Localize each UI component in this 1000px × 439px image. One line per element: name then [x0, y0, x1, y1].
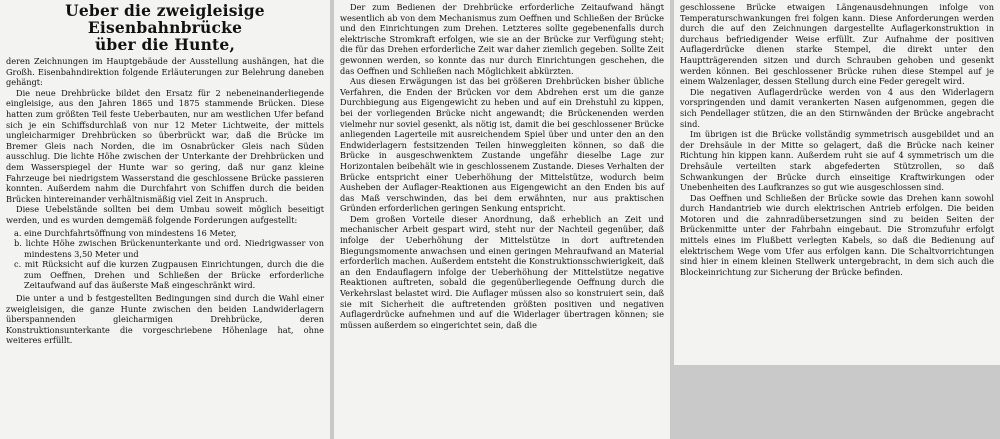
paragraph: Die negativen Auflagerdrücke werden von 4 aus den Widerlagern vorspringenden und damit verankerten Nasen aufgenommen, gegen die sich Pendellager stützen, die an den Stirnwänden der Brücke angebracht sind.: [680, 86, 994, 129]
paragraph: Das Oeffnen und Schließen der Brücke sowie das Drehen kann sowohl durch Handantrieb wie durch elektrischen Antrieb erfolgen. Die beiden Motoren und die zahnradübersetzungen sind zu beiden Seiten der Brückenmitte unter der Fahrbahn eingebaut. Die Stromzufuhr erfolgt mittels eines im Flußbett verlegten Kabels, so daß die Bedienung auf elektrischem Wege vom Ufer aus erfolgen kann. Die Schaltvorrichtungen sind hier in einem kleinen Stellwerk untergebracht, in dem sich auch die Blockeinrichtung zur Sicherung der Brücke befinden.: [680, 192, 994, 277]
column-3: [674, 0, 1000, 365]
heading-line-2: über die Hunte,: [94, 35, 236, 54]
paragraph: Diese Uebelstände sollten bei dem Umbau soweit möglich beseitigt werden, und es wurden demgemäß folgende Forderungen aufgestellt:: [6, 204, 324, 225]
paragraph: Im übrigen ist die Brücke vollständig symmetrisch ausgebildet und an der Drehsäule in der Mitte so gelagert, daß die Brücke nach keiner Richtung hin kippen kann. Außerdem ruht sie auf 4 symmetrisch um die Drehsäule verteilten stark abgefederten Stützrollen, so daß Schwankungen der Brücke durch einseitige Kraftwirkungen oder Unebenheiten des Laufkranzes so gut wie ausgeschlossen sind.: [680, 129, 994, 193]
paragraph: Aus diesen Erwägungen ist das bei größeren Drehbrücken bisher übliche Verfahren, die Enden der Brücken vor dem Abdrehen erst um die ganze Durchbiegung aus Eigengewicht zu heben und auf ein Drehstuhl zu kippen, bei der vorliegenden Brücke nicht angewandt; die Brückenenden werden vielmehr nur soviel gesenkt, als nötig ist, damit die bei geschlossener Brücke anliegenden Lagerteile mit ausreichendem Spiel über und unter den an den Endwiderlagern festsitzenden Teilen hinweggleiten können, so daß die Brücke in ausgeschwenktem Zustande ungefähr dieselbe Lage zur Horizontalen beibehält wie in geschlossenem Zustande. Dieses Verhalten der Brücke entspricht einer Ueberhöhung der Mittelstütze, wodurch beim Ausheben der Auflager-Reaktionen aus Eigengewicht an den Enden bis auf das Maß verschwinden, das bei dem erwähnten, nur aus praktischen Gründen erforderlichen geringen Senkung entspricht.: [340, 76, 664, 214]
paragraph: Die neue Drehbrücke bildet den Ersatz für 2 nebeneinanderliegende eingleisige, aus den Jahren 1865 und 1875 stammende Brücken. Diese hatten zum größten Teil feste Ueberbauten, nur am westlichen Ufer befand sich je ein Schiffsdurchlaß von nur 12 Meter Lichtweite, der mittels ungleicharmiger Drehbrücken so überbrückt war, daß die Brücke im Bremer Gleis nach Norden, die im Osnabrücker Gleis nach Süden ausschlug. Die lichte Höhe zwischen der Unterkante der Drehbrücken und dem Wasserspiegel der Hunte war so gering, daß nur ganz kleine Fahrzeuge bei niedrigstem Wasserstand die geschlossene Brücke passieren konnten. Außerdem nahm die Durchfahrt von Schiffen durch die beiden Brücken hintereinander verhältnismäßig viel Zeit in Anspruch.: [6, 87, 324, 204]
article-heading: [6, 2, 324, 53]
paragraph: Die unter a und b festgestellten Bedingungen sind durch die Wahl einer zweigleisigen, die ganze Hunte zwischen den beiden Landwiderlagern überspannenden gleicharmigen Drehbrücke, deren Konstruktionsunterkante die vorgeschriebene Höhenlage hat, ohne weiteres erfüllt.: [6, 293, 324, 346]
heading-line-1: Ueber die zweigleisige Eisenbahnbrücke: [65, 1, 265, 37]
paragraph: Der zum Bedienen der Drehbrücke erforderliche Zeitaufwand hängt wesentlich ab von dem Mechanismus zum Oeffnen und Schließen der Brücke und den Einrichtungen zum Drehen. Letzteres sollte gegebenenfalls durch elektrische Stromkraft erfolgen, wie sie an der Brücke zur Verfügung steht; die für das Drehen erforderliche Zeit war daher ziemlich gegeben. Sollte Zeit gewonnen werden, so konnte das nur durch Einrichtungen geschehen, die das Oeffnen und Schließen nach Möglichkeit abkürzten.: [340, 2, 664, 76]
paragraph: Dem großen Vorteile dieser Anordnung, daß erheblich an Zeit und mechanischer Arbeit gespart wird, steht nur der Nachteil gegenüber, daß infolge der Ueberhöhung der Mittelstütze in dort auftretenden Biegungsmomente anwachsen und einen geringen Mehraufwand an Material erforderlich machen. Außerdem entsteht die Konstruktionsschwierigkeit, daß an den Endauflagern infolge der Ueberhöhung der Mittelstütze negative Reaktionen auftreten, sobald die gegenüberliegende Oeffnung durch die Verkehrslast belastet wird. Die Auflager müssen also so konstruiert sein, daß sie mit Sicherheit die auftretenden größten positiven und negativen Auflagerdrücke aufnehmen und auf die Widerlager übertragen können; sie müssen außerdem so eingerichtet sein, daß die: [340, 213, 664, 330]
list-item: c. mit Rücksicht auf die kurzen Zugpausen Einrichtungen, durch die die zum Oeffnen, Drehen und Schließen der Brücke erforderliche Zeitaufwand auf das äußerste Maß eingeschränkt wird.: [14, 259, 324, 291]
intro-paragraph: deren Zeichnungen im Hauptgebäude der Ausstellung aushängen, hat die Großh. Eisenbahndirektion folgende Erläuterungen zur Belehrung daneben gehängt:: [6, 56, 324, 88]
requirements-list: [6, 228, 324, 292]
list-item: b. lichte Höhe zwischen Brückenunterkante und ord. Niedrigwasser von mindestens 3,50 Meter und: [14, 238, 324, 259]
list-item: a. eine Durchfahrtsöffnung von mindestens 16 Meter,: [14, 227, 237, 238]
column-2: [334, 0, 670, 439]
paragraph: geschlossene Brücke etwaigen Längenausdehnungen infolge von Temperaturschwankungen frei folgen kann. Diese Anforderungen werden durch die auf den Zeichnungen dargestellte Auflagerkonstruktion in durchaus befriedigender Weise erfüllt. Zur Aufnahme der positiven Auflagerdrücke dienen starke Stempel, die direkt unter den Hauptträgerenden sitzen und durch Schrauben gehoben und gesenkt werden können. Bei geschlossener Brücke ruhen diese Stempel auf je einem Walzenlager, dessen Stellung durch eine Feder geregelt wird.: [680, 2, 994, 87]
column-1: [0, 0, 330, 439]
